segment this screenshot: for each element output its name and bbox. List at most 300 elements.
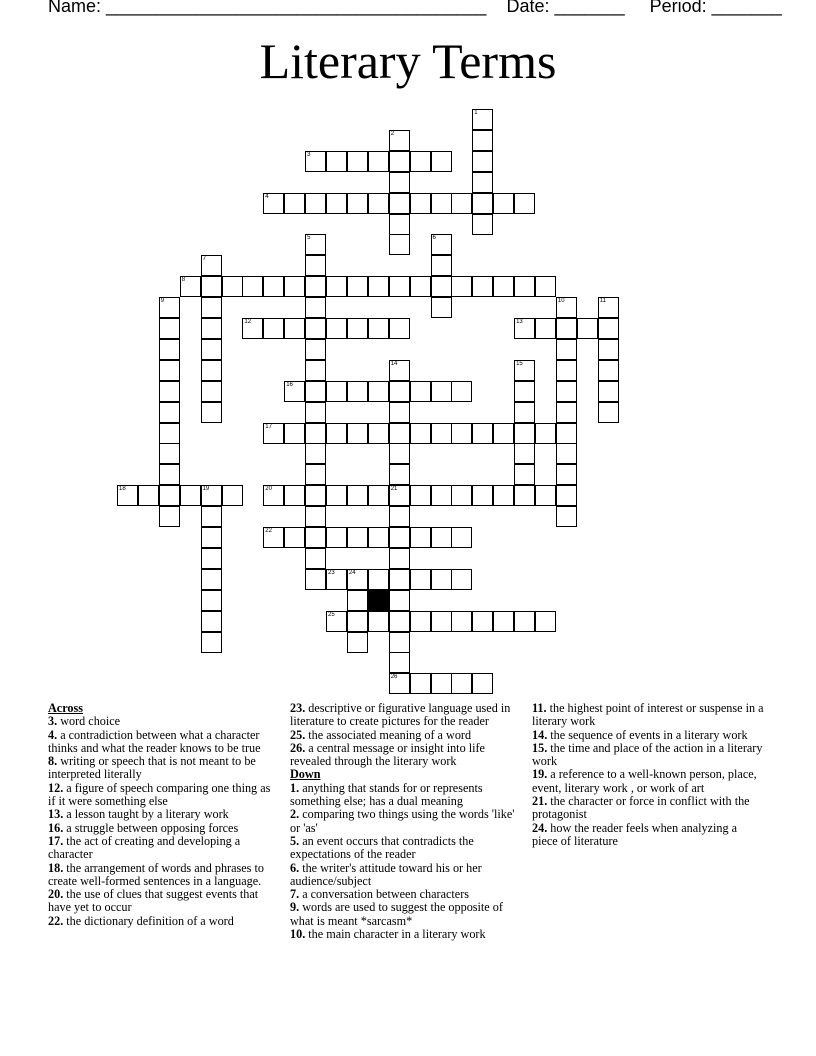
crossword-cell[interactable] <box>535 611 556 632</box>
crossword-cell[interactable] <box>201 381 222 402</box>
crossword-cell[interactable] <box>472 130 493 151</box>
crossword-cell[interactable] <box>431 423 452 444</box>
crossword-cell[interactable] <box>263 276 284 297</box>
crossword-cell[interactable] <box>284 527 305 548</box>
crossword-cell[interactable] <box>305 151 326 172</box>
clue-number: 6 <box>432 235 436 242</box>
crossword-cell[interactable] <box>201 339 222 360</box>
crossword-cell[interactable] <box>535 485 556 506</box>
crossword-cell[interactable] <box>180 485 201 506</box>
crossword-cell[interactable] <box>305 569 326 590</box>
clue-text: a figure of speech comparing one thing as if it were something else <box>48 780 271 809</box>
crossword-cell[interactable] <box>577 318 598 339</box>
crossword-cell[interactable] <box>347 381 368 402</box>
crossword-cell[interactable] <box>389 548 410 569</box>
date-label: Date: <box>506 0 550 16</box>
crossword-cell[interactable] <box>305 443 326 464</box>
crossword-cell[interactable] <box>368 318 389 339</box>
crossword-cell[interactable] <box>326 381 347 402</box>
clue-text: the associated meaning of a word <box>305 727 472 742</box>
crossword-cell[interactable] <box>201 297 222 318</box>
crossword-cell[interactable] <box>159 297 180 318</box>
down-clue <box>532 729 764 742</box>
crossword-cell[interactable] <box>138 485 159 506</box>
crossword-cell[interactable] <box>451 423 472 444</box>
crossword-cell[interactable] <box>347 527 368 548</box>
crossword-cell[interactable] <box>389 172 410 193</box>
crossword-cell[interactable] <box>410 151 431 172</box>
crossword-cell[interactable] <box>493 611 514 632</box>
crossword-cell[interactable] <box>347 193 368 214</box>
clues-column-1 <box>48 702 280 928</box>
crossword-cell[interactable] <box>368 611 389 632</box>
crossword-cell[interactable] <box>242 276 263 297</box>
crossword-cell[interactable] <box>451 485 472 506</box>
clue-text: a conversation between characters <box>299 887 469 902</box>
crossword-cell[interactable] <box>305 381 326 402</box>
crossword-cell[interactable] <box>431 527 452 548</box>
crossword-cell[interactable] <box>305 485 326 506</box>
across-clue <box>48 782 280 809</box>
crossword-cell[interactable] <box>535 276 556 297</box>
crossword-cell[interactable] <box>201 569 222 590</box>
crossword-cell[interactable] <box>472 673 493 694</box>
crossword-cell[interactable] <box>451 276 472 297</box>
crossword-cell[interactable] <box>201 276 222 297</box>
crossword-cell[interactable] <box>326 569 347 590</box>
crossword-cell[interactable] <box>201 590 222 611</box>
crossword-cell[interactable] <box>514 360 535 381</box>
down-clue <box>532 768 764 795</box>
crossword-cell[interactable] <box>472 193 493 214</box>
crossword-cell[interactable] <box>472 276 493 297</box>
crossword-cell[interactable] <box>598 360 619 381</box>
crossword-cell[interactable] <box>431 485 452 506</box>
down-clue <box>532 795 764 822</box>
crossword-cell[interactable] <box>368 569 389 590</box>
crossword-cell[interactable] <box>284 193 305 214</box>
crossword-cell[interactable] <box>598 297 619 318</box>
crossword-cell[interactable] <box>410 381 431 402</box>
clue-number: 13 <box>516 319 523 325</box>
clue-number: 4 <box>265 193 269 200</box>
crossword-cell[interactable] <box>222 485 243 506</box>
crossword-cell[interactable] <box>556 360 577 381</box>
across-clue <box>48 755 280 782</box>
crossword-cell[interactable] <box>431 151 452 172</box>
crossword-cell[interactable] <box>451 611 472 632</box>
crossword-cell[interactable] <box>347 569 368 590</box>
clue-text: words are used to suggest the opposite of what is meant *sarcasm* <box>290 900 503 928</box>
across-clue <box>290 702 522 729</box>
crossword-cell[interactable] <box>347 590 368 611</box>
crossword-cell[interactable] <box>493 276 514 297</box>
clue-number-label: 22. <box>48 913 64 928</box>
crossword-cell[interactable] <box>598 318 619 339</box>
crossword-cell[interactable] <box>305 276 326 297</box>
clue-text: comparing two things using the words 'like' or 'as' <box>290 807 515 835</box>
clue-text: an event occurs that contradicts the expectations of the reader <box>290 833 474 862</box>
clues-column-2 <box>290 702 522 941</box>
crossword-cell[interactable] <box>263 423 284 444</box>
crossword-cell[interactable] <box>159 360 180 381</box>
crossword-cell[interactable] <box>242 318 263 339</box>
crossword-cell[interactable] <box>222 276 243 297</box>
clue-number-label: 11. <box>532 701 547 715</box>
down-clue <box>532 822 764 849</box>
crossword-cell[interactable] <box>201 611 222 632</box>
crossword-cell[interactable] <box>493 193 514 214</box>
crossword-cell[interactable] <box>556 485 577 506</box>
crossword-cell[interactable] <box>201 506 222 527</box>
crossword-cell[interactable] <box>410 611 431 632</box>
clue-number: 16 <box>286 381 293 388</box>
crossword-cell[interactable] <box>305 527 326 548</box>
crossword-cell[interactable] <box>389 214 410 235</box>
crossword-cell[interactable] <box>263 193 284 214</box>
clue-number: 15 <box>516 360 523 367</box>
clue-text: a struggle between opposing forces <box>63 820 239 835</box>
crossword-cell[interactable] <box>305 297 326 318</box>
crossword-cell[interactable] <box>201 402 222 423</box>
crossword-cell[interactable] <box>159 402 180 423</box>
crossword-cell[interactable] <box>389 381 410 402</box>
crossword-cell[interactable] <box>535 318 556 339</box>
crossword-cell[interactable] <box>493 423 514 444</box>
crossword-cell[interactable] <box>389 402 410 423</box>
crossword-cell[interactable] <box>159 423 180 444</box>
name-label: Name: <box>48 0 102 16</box>
crossword-cell[interactable] <box>451 381 472 402</box>
down-clue <box>290 928 522 941</box>
crossword-cell[interactable] <box>284 485 305 506</box>
clue-number: 2 <box>390 130 395 137</box>
clue-number-label: 26. <box>290 740 306 755</box>
crossword-cell[interactable] <box>284 318 305 339</box>
crossword-cell[interactable] <box>305 339 326 360</box>
clue-number: 1 <box>474 110 478 116</box>
crossword-cell[interactable] <box>326 527 347 548</box>
clue-number: 24 <box>348 569 356 576</box>
across-clue <box>290 742 522 769</box>
clue-text: a lesson taught by a literary work <box>63 807 229 822</box>
crossword-cell[interactable] <box>389 130 410 151</box>
clue-number: 12 <box>244 319 252 325</box>
crossword-cell[interactable] <box>514 318 535 339</box>
crossword-cell[interactable] <box>347 632 368 653</box>
clue-text: the writer's attitude toward his or her audience/subject <box>290 860 482 888</box>
crossword-cell[interactable] <box>389 485 410 506</box>
clue-text: a reference to a well-known person, place, event, literary work , or work of art <box>532 767 757 795</box>
crossword-cell[interactable] <box>472 214 493 235</box>
clue-number-label: 4. <box>48 727 58 742</box>
crossword-cell[interactable] <box>368 423 389 444</box>
clue-number: 26 <box>390 674 398 681</box>
clue-number-label: 5. <box>290 833 300 848</box>
crossword-cell[interactable] <box>347 318 368 339</box>
crossword-cell[interactable] <box>514 611 535 632</box>
crossword-cell[interactable] <box>556 402 577 423</box>
crossword-cell[interactable] <box>389 423 410 444</box>
crossword-cell[interactable] <box>368 193 389 214</box>
crossword-cell[interactable] <box>556 297 577 318</box>
crossword-cell[interactable] <box>514 276 535 297</box>
crossword-cell[interactable] <box>389 652 410 673</box>
clue-text: the main character in a literary work <box>305 927 486 942</box>
crossword-cell[interactable] <box>389 590 410 611</box>
crossword-cell[interactable] <box>326 423 347 444</box>
crossword-cell[interactable] <box>556 423 577 444</box>
crossword-cell[interactable] <box>368 276 389 297</box>
clue-number-label: 3. <box>48 714 58 729</box>
crossword-cell[interactable] <box>159 381 180 402</box>
clue-number: 21 <box>390 486 398 493</box>
crossword-cell[interactable] <box>410 276 431 297</box>
across-clue <box>290 729 522 742</box>
crossword-cell[interactable] <box>514 443 535 464</box>
crossword-cell[interactable] <box>431 234 452 255</box>
crossword-cell[interactable] <box>451 527 472 548</box>
down-clue <box>290 888 522 901</box>
name-line[interactable]: ______________________________________ <box>106 0 487 16</box>
crossword-cell[interactable] <box>556 339 577 360</box>
crossword-cell[interactable] <box>201 548 222 569</box>
crossword-cell[interactable] <box>431 673 452 694</box>
crossword-cell[interactable] <box>514 423 535 444</box>
crossword-cell[interactable] <box>410 569 431 590</box>
clue-text: the sequence of events in a literary work <box>547 727 748 742</box>
clue-number: 17 <box>265 423 272 430</box>
crossword-cell[interactable] <box>556 506 577 527</box>
across-clue <box>48 822 280 835</box>
crossword-cell[interactable] <box>284 423 305 444</box>
crossword-cell[interactable] <box>305 234 326 255</box>
clue-number-label: 7. <box>290 887 300 902</box>
crossword-cell[interactable] <box>451 569 472 590</box>
crossword-cell[interactable] <box>389 464 410 485</box>
crossword-cell[interactable] <box>598 402 619 423</box>
date-line[interactable]: _______ <box>554 0 625 16</box>
crossword-cell[interactable] <box>201 360 222 381</box>
clue-number-label: 1. <box>290 780 300 795</box>
clue-number: 23 <box>328 569 335 576</box>
crossword-cell[interactable] <box>326 276 347 297</box>
crossword-cell[interactable] <box>389 318 410 339</box>
crossword-cell[interactable] <box>472 423 493 444</box>
crossword-cell[interactable] <box>472 611 493 632</box>
clue-number: 10 <box>557 298 565 305</box>
crossword-cell[interactable] <box>598 381 619 402</box>
black-square <box>368 590 389 611</box>
down-heading: Down <box>290 767 321 782</box>
crossword-cell[interactable] <box>389 360 410 381</box>
clue-text: a contradiction between what a character thinks and what the reader knows to be true <box>48 727 261 755</box>
crossword-cell[interactable] <box>201 632 222 653</box>
crossword-cell[interactable] <box>305 506 326 527</box>
crossword-cell[interactable] <box>284 276 305 297</box>
clue-number: 19 <box>202 486 210 493</box>
crossword-cell[interactable] <box>535 423 556 444</box>
clue-text: the time and place of the action in a literary work <box>532 740 763 769</box>
crossword-cell[interactable] <box>389 193 410 214</box>
crossword-cell[interactable] <box>305 255 326 276</box>
clue-number: 14 <box>390 360 398 367</box>
clue-number-label: 17. <box>48 833 64 848</box>
page-title: Literary Terms <box>259 33 557 89</box>
crossword-cell[interactable] <box>347 485 368 506</box>
clue-text: descriptive or figurative language used in literature to create pictures for the reader <box>290 701 511 729</box>
crossword-cell[interactable] <box>326 485 347 506</box>
crossword-cell[interactable] <box>514 464 535 485</box>
crossword-cell[interactable] <box>410 673 431 694</box>
clue-text: word choice <box>57 714 121 729</box>
crossword-cell[interactable] <box>201 255 222 276</box>
period-line[interactable]: _______ <box>711 0 782 16</box>
crossword-cell[interactable] <box>389 443 410 464</box>
crossword-cell[interactable] <box>347 611 368 632</box>
clue-text: how the reader feels when analyzing a piece of literature <box>532 820 738 848</box>
crossword-cell[interactable] <box>263 318 284 339</box>
crossword-cell[interactable] <box>514 402 535 423</box>
crossword-cell[interactable] <box>431 255 452 276</box>
crossword-cell[interactable] <box>159 339 180 360</box>
crossword-cell[interactable] <box>347 423 368 444</box>
crossword-cell[interactable] <box>389 506 410 527</box>
crossword-cell[interactable] <box>326 611 347 632</box>
crossword-cell[interactable] <box>451 193 472 214</box>
crossword-cell[interactable] <box>389 276 410 297</box>
crossword-cell[interactable] <box>514 193 535 214</box>
crossword-cell[interactable] <box>472 109 493 130</box>
clue-number-label: 19. <box>532 767 548 782</box>
crossword-cell[interactable] <box>159 443 180 464</box>
crossword-cell[interactable] <box>347 151 368 172</box>
crossword-cell[interactable] <box>431 276 452 297</box>
crossword-cell[interactable] <box>368 151 389 172</box>
down-clue <box>290 808 522 835</box>
crossword-cell[interactable] <box>389 569 410 590</box>
crossword-cell[interactable] <box>305 402 326 423</box>
clue-number-label: 18. <box>48 860 64 875</box>
crossword-cell[interactable] <box>556 381 577 402</box>
clue-number-label: 8. <box>48 754 58 769</box>
clue-number-label: 12. <box>48 780 64 795</box>
clue-text: anything that stands for or represents something else; has a dual meaning <box>290 780 483 809</box>
crossword-cell[interactable] <box>368 381 389 402</box>
crossword-cell[interactable] <box>472 172 493 193</box>
crossword-cell[interactable] <box>305 360 326 381</box>
clue-number: 9 <box>160 298 165 305</box>
crossword-cell[interactable] <box>556 464 577 485</box>
down-clue <box>290 901 522 928</box>
crossword-cell[interactable] <box>159 506 180 527</box>
clue-text: the character or force in conflict with the protagonist <box>532 794 750 822</box>
crossword-cell[interactable] <box>514 485 535 506</box>
clue-text: the arrangement of words and phrases to create well-formed sentences in a language. <box>48 860 264 888</box>
crossword-cell[interactable] <box>284 381 305 402</box>
across-clue <box>48 715 280 728</box>
crossword-cell[interactable] <box>159 485 180 506</box>
crossword-cell[interactable] <box>431 381 452 402</box>
across-clue <box>48 888 280 915</box>
crossword-cell[interactable] <box>305 464 326 485</box>
period-label: Period: <box>649 0 707 16</box>
across-clue <box>48 835 280 862</box>
crossword-cell[interactable] <box>305 193 326 214</box>
crossword-cell[interactable] <box>389 527 410 548</box>
crossword-cell[interactable] <box>368 485 389 506</box>
crossword-cell[interactable] <box>556 443 577 464</box>
crossword-cell[interactable] <box>305 548 326 569</box>
crossword-cell[interactable] <box>431 611 452 632</box>
clue-number-label: 13. <box>48 807 64 822</box>
crossword-cell[interactable] <box>389 611 410 632</box>
clue-text: the act of creating and developing a character <box>48 833 241 862</box>
across-clue <box>48 808 280 821</box>
crossword-cell[interactable] <box>305 423 326 444</box>
crossword-cell[interactable] <box>410 193 431 214</box>
crossword-cell[interactable] <box>472 485 493 506</box>
crossword-cell[interactable] <box>598 339 619 360</box>
across-clue <box>48 729 280 756</box>
crossword-cell[interactable] <box>159 318 180 339</box>
clue-number: 11 <box>599 298 606 305</box>
down-clue <box>532 702 764 729</box>
crossword-cell[interactable] <box>493 485 514 506</box>
crossword-cell[interactable] <box>305 318 326 339</box>
crossword-cell[interactable] <box>180 276 201 297</box>
clue-text: a central message or insight into life revealed through the literary work <box>290 740 485 769</box>
crossword-cell[interactable] <box>389 632 410 653</box>
down-clue <box>290 782 522 809</box>
crossword-cell[interactable] <box>472 151 493 172</box>
crossword-cell[interactable] <box>389 673 410 694</box>
crossword-cell[interactable] <box>451 673 472 694</box>
clue-number: 20 <box>265 486 272 493</box>
crossword-cell[interactable] <box>368 527 389 548</box>
crossword-cell[interactable] <box>201 318 222 339</box>
crossword-cell[interactable] <box>201 527 222 548</box>
crossword-cell[interactable] <box>263 485 284 506</box>
down-clue <box>290 862 522 889</box>
crossword-cell[interactable] <box>410 485 431 506</box>
crossword-cell[interactable] <box>556 318 577 339</box>
crossword-cell[interactable] <box>347 276 368 297</box>
crossword-cell[interactable] <box>159 464 180 485</box>
crossword-cell[interactable] <box>431 297 452 318</box>
crossword-cell[interactable] <box>263 527 284 548</box>
across-clue <box>48 862 280 889</box>
crossword-cell[interactable] <box>389 234 410 255</box>
clue-number: 8 <box>181 277 186 284</box>
clue-number: 18 <box>119 486 126 493</box>
crossword-cell[interactable] <box>410 423 431 444</box>
clue-number-label: 25. <box>290 727 306 742</box>
crossword-cell[interactable] <box>326 318 347 339</box>
crossword-cell[interactable] <box>326 193 347 214</box>
clue-number: 5 <box>307 235 311 242</box>
crossword-cell[interactable] <box>514 381 535 402</box>
crossword-cell[interactable] <box>410 527 431 548</box>
crossword-cell[interactable] <box>201 485 222 506</box>
clue-text: the use of clues that suggest events that have yet to occur <box>48 887 259 915</box>
crossword-cell[interactable] <box>389 151 410 172</box>
crossword-cell[interactable] <box>431 569 452 590</box>
crossword-cell[interactable] <box>431 193 452 214</box>
crossword-cell[interactable] <box>326 151 347 172</box>
crossword-cell[interactable] <box>117 485 138 506</box>
clue-text: writing or speech that is not meant to be interpreted literally <box>48 754 256 782</box>
